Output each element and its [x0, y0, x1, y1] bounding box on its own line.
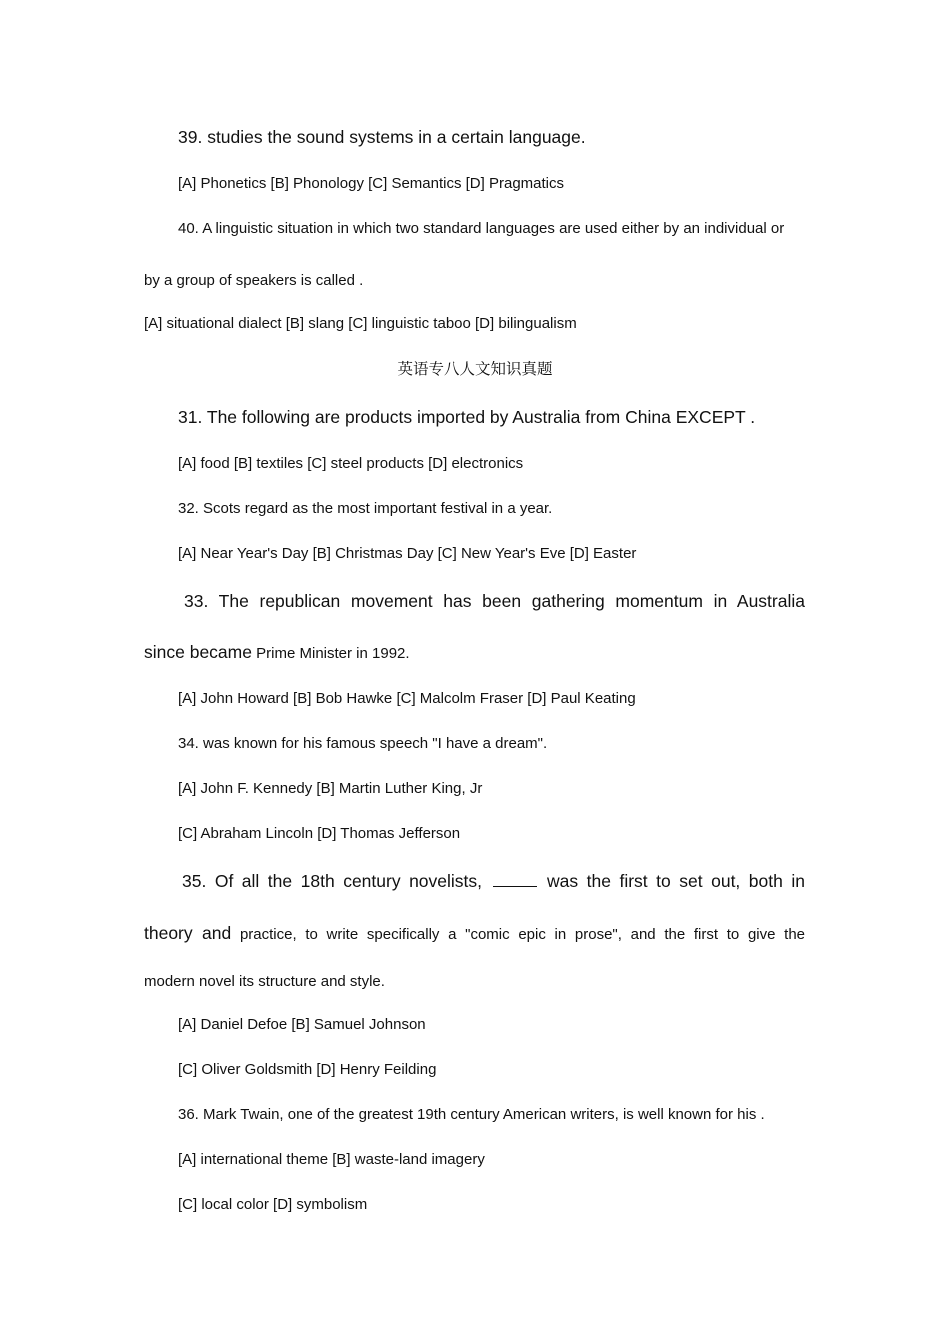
question-33-line-2-end: Prime Minister in 1992. [256, 645, 410, 662]
question-35-options-line-1: [A] Daniel Defoe [B] Samuel Johnson [178, 1016, 426, 1033]
question-31: 31. The following are products imported by Australia from China EXCEPT . [178, 407, 756, 427]
question-35-line-2 [144, 922, 805, 945]
question-33-line-2-start: since became [144, 642, 252, 662]
question-35-line-3: modern novel its structure and style. [144, 973, 385, 990]
question-35-line-1-end: was the first to set out, both in [547, 871, 805, 891]
question-40-options: [A] situational dialect [B] slang [C] linguistic taboo [D] bilingualism [144, 315, 577, 332]
question-35-line-2-start: theory and [144, 923, 232, 943]
question-34-options-line-2: [C] Abraham Lincoln [D] Thomas Jefferson [178, 825, 461, 842]
question-40-line-1: 40. A linguistic situation in which two standard languages are used either by an individual or [178, 220, 785, 237]
question-31-options: [A] food [B] textiles [C] steel products [D] electronics [178, 455, 524, 472]
question-39-options: [A] Phonetics [B] Phonology [C] Semantics [D] Pragmatics [178, 175, 565, 192]
question-33-line-1: 33. The republican movement has been gathering momentum in Australia [184, 591, 805, 611]
question-34-options-line-1: [A] John F. Kennedy [B] Martin Luther King, Jr [178, 780, 483, 797]
question-35-line-1 [182, 870, 805, 892]
question-35-line-2-end: practice, to write specifically a "comic epic in prose", and the first to give the [239, 926, 806, 943]
question-35-options-line-2: [C] Oliver Goldsmith [D] Henry Feilding [178, 1061, 437, 1078]
question-32: 32. Scots regard as the most important festival in a year. [178, 500, 553, 517]
question-36: 36. Mark Twain, one of the greatest 19th century American writers, is well known for his . [178, 1106, 765, 1123]
section-title: 英语专八人文知识真题 [397, 360, 553, 378]
question-36-options-line-1: [A] international theme [B] waste-land imagery [178, 1151, 485, 1168]
question-40-line-2: by a group of speakers is called . [144, 272, 364, 289]
question-39: 39. studies the sound systems in a certain language. [178, 127, 586, 147]
question-35-line-1-start: 35. Of all the 18th century novelists, [182, 871, 483, 891]
question-32-options: [A] Near Year's Day [B] Christmas Day [C] New Year's Eve [D] Easter [178, 545, 637, 562]
question-33-options: [A] John Howard [B] Bob Hawke [C] Malcolm Fraser [D] Paul Keating [178, 690, 636, 707]
question-33-line-2 [144, 641, 410, 664]
answer-blank [493, 872, 537, 887]
question-34: 34. was known for his famous speech "I have a dream". [178, 735, 548, 752]
question-36-options-line-2: [C] local color [D] symbolism [178, 1196, 368, 1213]
